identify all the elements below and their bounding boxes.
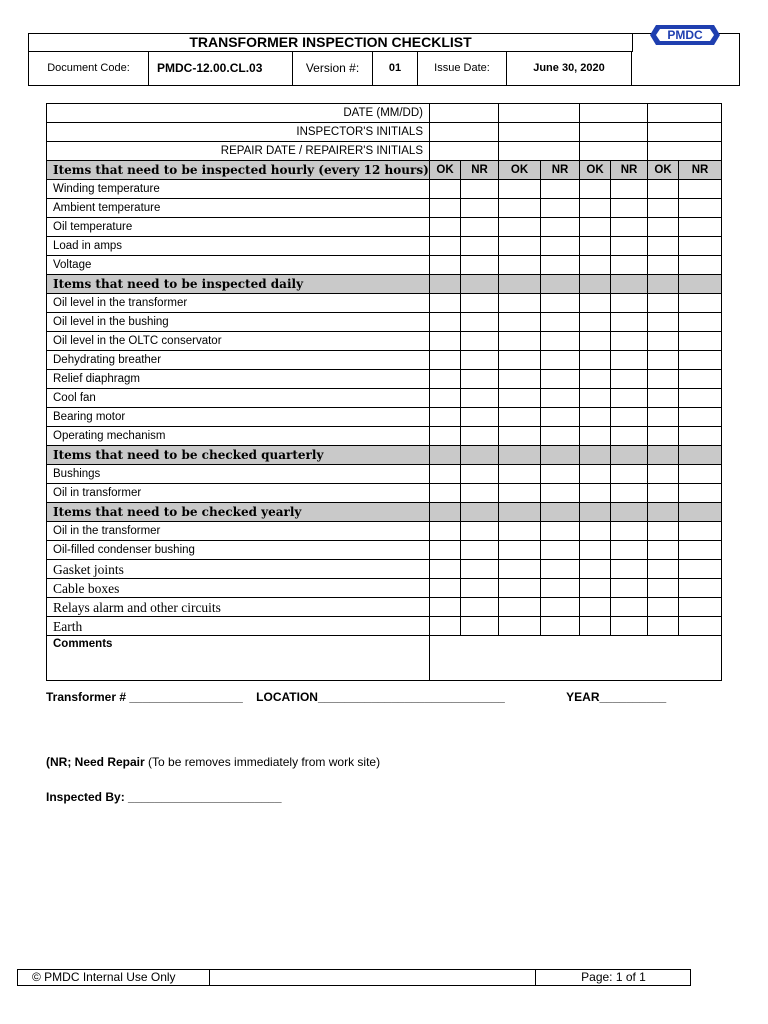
check-cell[interactable] [611, 408, 648, 427]
check-cell[interactable] [611, 313, 648, 332]
check-cell[interactable] [679, 218, 722, 237]
check-cell[interactable] [580, 294, 611, 313]
check-cell[interactable] [499, 541, 541, 560]
checklist-item-label: Gasket joints [47, 560, 430, 579]
check-cell[interactable] [580, 598, 611, 617]
section-header-row [47, 275, 722, 294]
check-cell[interactable] [679, 465, 722, 484]
check-cell[interactable] [499, 617, 541, 636]
check-cell[interactable] [430, 256, 461, 275]
section-blank-cell [461, 503, 499, 522]
column-header-nr: NR [461, 161, 499, 180]
check-cell[interactable] [430, 579, 461, 598]
check-cell[interactable] [461, 332, 499, 351]
section-blank-cell [679, 446, 722, 465]
check-cell[interactable] [461, 294, 499, 313]
date-row-entry[interactable] [430, 104, 499, 123]
check-cell[interactable] [499, 408, 541, 427]
checklist-item-label: Oil level in the bushing [47, 313, 430, 332]
check-cell[interactable] [648, 484, 679, 503]
check-cell[interactable] [499, 332, 541, 351]
check-cell[interactable] [430, 294, 461, 313]
check-cell[interactable] [499, 180, 541, 199]
inspection-table [46, 103, 722, 681]
check-cell[interactable] [430, 332, 461, 351]
checklist-row [47, 351, 722, 370]
check-cell[interactable] [580, 180, 611, 199]
section-blank-cell [611, 503, 648, 522]
check-cell[interactable] [580, 522, 611, 541]
check-cell[interactable] [430, 408, 461, 427]
version-value: 01 [373, 51, 418, 86]
check-cell[interactable] [461, 408, 499, 427]
check-cell[interactable] [679, 199, 722, 218]
check-cell[interactable] [679, 541, 722, 560]
check-cell[interactable] [541, 598, 580, 617]
year-field[interactable]: YEAR__________ [566, 690, 667, 704]
column-header-nr: NR [541, 161, 580, 180]
column-header-nr: NR [679, 161, 722, 180]
inspector-initials-row-label: INSPECTOR'S INITIALS [47, 123, 430, 142]
checklist-item-label: Bearing motor [47, 408, 430, 427]
section-title: Items that need to be checked quarterly [47, 446, 430, 465]
logo-text: PMDC [667, 28, 703, 42]
inspected-by-field[interactable]: Inspected By: _______________________ [46, 790, 282, 804]
repair-row-label: REPAIR DATE / REPAIRER'S INITIALS [47, 142, 430, 161]
checklist-item-label: Bushings [47, 465, 430, 484]
check-cell[interactable] [499, 427, 541, 446]
check-cell[interactable] [580, 541, 611, 560]
issue-date-value: June 30, 2020 [507, 51, 632, 86]
check-cell[interactable] [679, 370, 722, 389]
check-cell[interactable] [611, 370, 648, 389]
check-cell[interactable] [461, 313, 499, 332]
check-cell[interactable] [611, 218, 648, 237]
checklist-item-label: Oil in transformer [47, 484, 430, 503]
check-cell[interactable] [499, 465, 541, 484]
check-cell[interactable] [679, 389, 722, 408]
transformer-number-field[interactable]: Transformer # _________________ [46, 690, 243, 704]
checklist-item-label: Voltage [47, 256, 430, 275]
column-header-ok: OK [430, 161, 461, 180]
inspector-initials-row-entry[interactable] [580, 123, 648, 142]
check-cell[interactable] [648, 351, 679, 370]
check-cell[interactable] [541, 294, 580, 313]
check-cell[interactable] [461, 370, 499, 389]
nr-note-bold: (NR; Need Repair [46, 755, 145, 769]
check-cell[interactable] [648, 370, 679, 389]
check-cell[interactable] [611, 199, 648, 218]
check-cell[interactable] [499, 218, 541, 237]
check-cell[interactable] [461, 256, 499, 275]
checklist-row [47, 218, 722, 237]
check-cell[interactable] [430, 218, 461, 237]
check-cell[interactable] [499, 199, 541, 218]
checklist-row [47, 389, 722, 408]
location-field[interactable]: LOCATION____________________________ [256, 690, 505, 704]
checklist-row [47, 370, 722, 389]
checklist-row [47, 408, 722, 427]
checklist-item-label: Load in amps [47, 237, 430, 256]
date-row-entry[interactable] [580, 104, 648, 123]
check-cell[interactable] [430, 541, 461, 560]
check-cell[interactable] [648, 560, 679, 579]
check-cell[interactable] [580, 427, 611, 446]
document-title: TRANSFORMER INSPECTION CHECKLIST [29, 34, 633, 52]
check-cell[interactable] [430, 180, 461, 199]
check-cell[interactable] [541, 199, 580, 218]
check-cell[interactable] [461, 199, 499, 218]
check-cell[interactable] [541, 617, 580, 636]
check-cell[interactable] [461, 617, 499, 636]
check-cell[interactable] [430, 427, 461, 446]
check-cell[interactable] [679, 427, 722, 446]
column-header-ok: OK [499, 161, 541, 180]
check-cell[interactable] [499, 598, 541, 617]
section-blank-cell [430, 275, 461, 294]
check-cell[interactable] [580, 218, 611, 237]
check-cell[interactable] [580, 332, 611, 351]
checklist-item-label: Cable boxes [47, 579, 430, 598]
check-cell[interactable] [611, 617, 648, 636]
check-cell[interactable] [541, 408, 580, 427]
date-row [47, 104, 722, 123]
check-cell[interactable] [648, 427, 679, 446]
repair-row [47, 142, 722, 161]
check-cell[interactable] [611, 427, 648, 446]
check-cell[interactable] [499, 313, 541, 332]
check-cell[interactable] [499, 522, 541, 541]
section-blank-cell [580, 275, 611, 294]
check-cell[interactable] [541, 560, 580, 579]
doc-code-label: Document Code: [29, 51, 149, 86]
check-cell[interactable] [461, 351, 499, 370]
check-cell[interactable] [461, 218, 499, 237]
check-cell[interactable] [499, 389, 541, 408]
checklist-row [47, 579, 722, 598]
check-cell[interactable] [499, 560, 541, 579]
column-header-ok: OK [648, 161, 679, 180]
date-row-label: DATE (MM/DD) [47, 104, 430, 123]
check-cell[interactable] [580, 389, 611, 408]
check-cell[interactable] [430, 598, 461, 617]
check-cell[interactable] [648, 408, 679, 427]
check-cell[interactable] [611, 256, 648, 275]
check-cell[interactable] [430, 237, 461, 256]
checklist-item-label: Relief diaphragm [47, 370, 430, 389]
checklist-item-label: Ambient temperature [47, 199, 430, 218]
check-cell[interactable] [679, 560, 722, 579]
check-cell[interactable] [430, 465, 461, 484]
date-row-entry[interactable] [499, 104, 580, 123]
check-cell[interactable] [430, 370, 461, 389]
check-cell[interactable] [430, 484, 461, 503]
check-cell[interactable] [611, 180, 648, 199]
section-blank-cell [611, 446, 648, 465]
internal-use-notice: © PMDC Internal Use Only [18, 970, 210, 985]
version-label: Version #: [293, 51, 373, 86]
doc-code-value: PMDC-12.00.CL.03 [149, 51, 293, 86]
check-cell[interactable] [541, 465, 580, 484]
checklist-item-label: Oil temperature [47, 218, 430, 237]
checklist-item-label: Relays alarm and other circuits [47, 598, 430, 617]
check-cell[interactable] [541, 180, 580, 199]
check-cell[interactable] [541, 522, 580, 541]
checklist-item-label: Oil in the transformer [47, 522, 430, 541]
section-blank-cell [611, 275, 648, 294]
check-cell[interactable] [679, 598, 722, 617]
check-cell[interactable] [541, 427, 580, 446]
check-cell[interactable] [611, 560, 648, 579]
section-blank-cell [648, 275, 679, 294]
check-cell[interactable] [648, 465, 679, 484]
check-cell[interactable] [611, 598, 648, 617]
check-cell[interactable] [580, 313, 611, 332]
section-blank-cell [580, 503, 611, 522]
check-cell[interactable] [430, 389, 461, 408]
checklist-item-label: Oil-filled condenser bushing [47, 541, 430, 560]
check-cell[interactable] [611, 389, 648, 408]
pmdc-logo [650, 21, 720, 49]
check-cell[interactable] [499, 370, 541, 389]
checklist-item-label: Cool fan [47, 389, 430, 408]
comments-field[interactable] [430, 636, 722, 681]
check-cell[interactable] [461, 560, 499, 579]
check-cell[interactable] [679, 408, 722, 427]
checklist-item-label: Winding temperature [47, 180, 430, 199]
section-blank-cell [679, 275, 722, 294]
check-cell[interactable] [541, 484, 580, 503]
check-cell[interactable] [580, 256, 611, 275]
check-cell[interactable] [611, 484, 648, 503]
checklist-item-label: Oil level in the OLTC conservator [47, 332, 430, 351]
check-cell[interactable] [541, 256, 580, 275]
check-cell[interactable] [461, 522, 499, 541]
check-cell[interactable] [461, 465, 499, 484]
nr-note-rest: (To be removes immediately from work site) [144, 755, 381, 769]
check-cell[interactable] [611, 579, 648, 598]
nr-note [46, 755, 380, 769]
checklist-row [47, 256, 722, 275]
check-cell[interactable] [541, 218, 580, 237]
section-blank-cell [430, 503, 461, 522]
check-cell[interactable] [461, 484, 499, 503]
section-blank-cell [430, 446, 461, 465]
check-cell[interactable] [679, 351, 722, 370]
checklist-row [47, 465, 722, 484]
section-blank-cell [499, 503, 541, 522]
check-cell[interactable] [580, 560, 611, 579]
inspector-initials-row-entry[interactable] [430, 123, 499, 142]
check-cell[interactable] [580, 465, 611, 484]
check-cell[interactable] [648, 218, 679, 237]
check-cell[interactable] [679, 522, 722, 541]
check-cell[interactable] [679, 237, 722, 256]
repair-row-entry[interactable] [430, 142, 499, 161]
check-cell[interactable] [611, 237, 648, 256]
inspector-initials-row [47, 123, 722, 142]
check-cell[interactable] [430, 199, 461, 218]
footer-bar [17, 969, 691, 986]
check-cell[interactable] [541, 389, 580, 408]
check-cell[interactable] [541, 332, 580, 351]
section-blank-cell [648, 503, 679, 522]
check-cell[interactable] [499, 237, 541, 256]
check-cell[interactable] [461, 598, 499, 617]
checklist-row [47, 180, 722, 199]
check-cell[interactable] [580, 408, 611, 427]
section-title: Items that need to be inspected hourly (every 12 hours) [47, 161, 430, 180]
transformer-field-line [46, 690, 666, 704]
check-cell[interactable] [611, 294, 648, 313]
check-cell[interactable] [648, 256, 679, 275]
comments-row [47, 636, 722, 681]
repair-row-entry[interactable] [648, 142, 722, 161]
check-cell[interactable] [648, 199, 679, 218]
check-cell[interactable] [679, 332, 722, 351]
column-header-ok: OK [580, 161, 611, 180]
check-cell[interactable] [648, 541, 679, 560]
page-number: Page: 1 of 1 [535, 970, 691, 985]
check-cell[interactable] [541, 351, 580, 370]
checklist-row [47, 199, 722, 218]
check-cell[interactable] [499, 484, 541, 503]
section-blank-cell [461, 275, 499, 294]
check-cell[interactable] [541, 237, 580, 256]
check-cell[interactable] [461, 541, 499, 560]
check-cell[interactable] [648, 617, 679, 636]
check-cell[interactable] [648, 522, 679, 541]
check-cell[interactable] [541, 370, 580, 389]
check-cell[interactable] [679, 484, 722, 503]
checklist-item-label: Dehydrating breather [47, 351, 430, 370]
check-cell[interactable] [648, 598, 679, 617]
check-cell[interactable] [580, 484, 611, 503]
check-cell[interactable] [648, 294, 679, 313]
repair-row-entry[interactable] [580, 142, 648, 161]
section-title: Items that need to be inspected daily [47, 275, 430, 294]
check-cell[interactable] [648, 332, 679, 351]
column-header-nr: NR [611, 161, 648, 180]
checklist-item-label: Oil level in the transformer [47, 294, 430, 313]
check-cell[interactable] [499, 256, 541, 275]
check-cell[interactable] [611, 465, 648, 484]
inspector-initials-row-entry[interactable] [499, 123, 580, 142]
check-cell[interactable] [648, 579, 679, 598]
checklist-row [47, 332, 722, 351]
checklist-item-label: Earth [47, 617, 430, 636]
check-cell[interactable] [461, 180, 499, 199]
checklist-row [47, 617, 722, 636]
section-blank-cell [580, 446, 611, 465]
check-cell[interactable] [461, 579, 499, 598]
check-cell[interactable] [541, 541, 580, 560]
check-cell[interactable] [580, 579, 611, 598]
check-cell[interactable] [611, 351, 648, 370]
check-cell[interactable] [541, 313, 580, 332]
check-cell[interactable] [461, 237, 499, 256]
check-cell[interactable] [679, 579, 722, 598]
section-header-row [47, 446, 722, 465]
inspector-initials-row-entry[interactable] [648, 123, 722, 142]
checklist-row [47, 427, 722, 446]
check-cell[interactable] [580, 199, 611, 218]
section-blank-cell [541, 446, 580, 465]
check-cell[interactable] [461, 389, 499, 408]
checklist-row [47, 522, 722, 541]
check-cell[interactable] [611, 522, 648, 541]
check-cell[interactable] [430, 313, 461, 332]
check-cell[interactable] [648, 313, 679, 332]
section-blank-cell [499, 446, 541, 465]
checklist-row [47, 560, 722, 579]
check-cell[interactable] [648, 180, 679, 199]
check-cell[interactable] [611, 332, 648, 351]
check-cell[interactable] [679, 256, 722, 275]
check-cell[interactable] [580, 351, 611, 370]
document-header [28, 33, 740, 86]
issue-date-label: Issue Date: [418, 51, 507, 86]
checklist-row [47, 294, 722, 313]
check-cell[interactable] [499, 579, 541, 598]
check-cell[interactable] [580, 617, 611, 636]
section-blank-cell [541, 275, 580, 294]
section-blank-cell [541, 503, 580, 522]
check-cell[interactable] [611, 541, 648, 560]
section-blank-cell [461, 446, 499, 465]
check-cell[interactable] [499, 351, 541, 370]
check-cell[interactable] [430, 560, 461, 579]
section-blank-cell [648, 446, 679, 465]
section-blank-cell [679, 503, 722, 522]
check-cell[interactable] [430, 617, 461, 636]
check-cell[interactable] [679, 313, 722, 332]
check-cell[interactable] [430, 351, 461, 370]
check-cell[interactable] [679, 180, 722, 199]
check-cell[interactable] [648, 237, 679, 256]
check-cell[interactable] [580, 237, 611, 256]
checklist-row [47, 313, 722, 332]
section-header-row [47, 503, 722, 522]
date-row-entry[interactable] [648, 104, 722, 123]
check-cell[interactable] [580, 370, 611, 389]
checklist-row [47, 541, 722, 560]
section-header-row [47, 161, 722, 180]
checklist-row [47, 598, 722, 617]
check-cell[interactable] [541, 579, 580, 598]
check-cell[interactable] [648, 389, 679, 408]
section-title: Items that need to be checked yearly [47, 503, 430, 522]
checklist-row [47, 237, 722, 256]
checklist-item-label: Operating mechanism [47, 427, 430, 446]
check-cell[interactable] [430, 522, 461, 541]
check-cell[interactable] [461, 427, 499, 446]
section-blank-cell [499, 275, 541, 294]
check-cell[interactable] [499, 294, 541, 313]
repair-row-entry[interactable] [499, 142, 580, 161]
check-cell[interactable] [679, 617, 722, 636]
check-cell[interactable] [679, 294, 722, 313]
checklist-row [47, 484, 722, 503]
comments-label: Comments [47, 636, 430, 681]
